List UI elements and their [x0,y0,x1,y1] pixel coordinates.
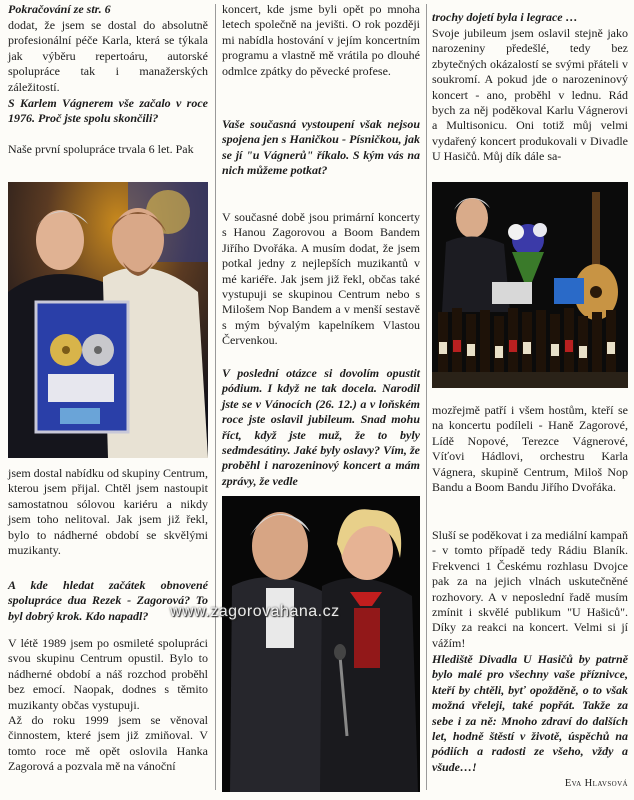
paragraph: Svoje jubileum jsem oslavil stejně jako narozeniny předešlé, tedy bez zbytečných okázalostí se svými přáteli v soukromí. A pokud jde o narozeninový koncert - ano, proběhl v lednu. Rád bych za něj poděkoval Karlu Vágnerovi a Multisonicu. Oni totiž můj velmi vydařený koncert produkovali v Divadle U Hasičů. Můj dík dále sa- [432,26,628,164]
paragraph: jsem dostal nabídku od skupiny Centrum, kterou jsem přijal. Chtěl jsem nastoupit samostatnou sólovou kariéru a nikdy jsem toho nelitoval. Jak jsem již řekl, bylo to nádherné období se skvělými muzikanty. [8,466,208,558]
paragraph: Naše první spolupráce trvala 6 let. Pak [8,142,194,156]
paragraph: mozřejmě patří i všem hostům, kteří se na koncertu podíleli - Haně Zagorové, Lídě Nopové, Terezce Vágnerové, Víťovi Hádlovi, orchestru Karla Vágnera, skupině Centrum, Miloš Nop Bandu a Boom Bandu Jiřího Dvořáka. [432,403,628,495]
continued-label: Pokračování ze str. 6 [8,2,111,16]
photo-duo-on-stage [222,496,420,792]
photo-birthday-gifts [432,182,628,388]
interview-question: A kde hledat začátek obnovené spolupráce dua Rezek - Zagorová? To byl dobrý krok. Kdo napadl? [8,578,208,623]
paragraph: dodat, že jsem se dostal do absolutně profesionální péče Karla, která se týkala jak výběru repertoáru, autorské spolupráce tak i manažerských záležitostí. [8,18,208,94]
author-signature: Eva Hlavsová [564,778,628,789]
photo-award-ceremony [8,182,208,458]
closing-wishes: Hlediště Divadla U Hasičů by patrně bylo malé pro všechny vaše příznivce, kteří by chtěli, byť opožděně, o to však možná vřeleji, také popřát. Takže za sebe i za ně: Mnoho zdraví do dalších let, hodně štěstí v životě, úspěchů na pódiích a radosti ze všeho, vždy a všude…! [432,652,628,774]
column-rule-right [426,4,427,790]
interview-question: V poslední otázce si dovolím opustit pódium. I když ne tak docela. Narodil jste se v Vánocích (26. 12.) a v loňském roce jste oslavil jubileum. Snad mohu říct, když jste muž, že to byly sedmdesátiny. Jaké byly oslavy? Vím, že proběhl i narozeninový koncert a mám zprávy, že vedle [222,366,420,488]
paragraph: koncert, kde jsme byli opět po mnoha letech společně na jevišti. O rok později mi nabídla hostování v jejím koncertním programu a vlastně mě vrátila po dlouhé odmlce zpátky do pěvecké profese. [222,2,420,78]
paragraph: V létě 1989 jsem po osmileté spolupráci svou skupinu Centrum opustil. Bylo to nádherné období a náš rozchod proběhl bez emocí. Naopak, dodnes s těmito muzikanty občas vystupuji. [8,636,208,712]
column-rule-left [215,4,216,790]
photo-birthday-gifts-image [432,182,628,388]
interview-question: trochy dojetí byla i legrace … [432,10,578,24]
interview-question: Vaše současná vystoupení však nejsou spojena jen s Haničkou - Písničkou, jak se jí "u Vágnerů" říkalo. S kým vás na nich můžeme potkat? [222,117,420,178]
photo-award-ceremony-image [8,182,208,458]
paragraph: Sluší se poděkovat i za mediální kampaň - v tomto případě tedy Rádiu Blaník. Frekvenci 1 Českému rozhlasu Dvojce pak za na jejich vlnách uskutečněné rozhovory. A v neposlední řadě musím zmínit i skvělé publikum "U Hašiců". Díky za reakci na koncert. Velmi si jí vážím! [432,528,628,650]
photo-duo-on-stage-image [222,496,420,792]
interview-question: S Karlem Vágnerem vše začalo v roce 1976. Proč jste spolu skončili? [8,96,208,126]
paragraph: Až do roku 1999 jsem se věnoval činnostem, které jsem již zmiňoval. V tomto roce mě opět oslovila Hanka Zagorová a pozvala mě na vánoční [8,713,208,774]
watermark: www.zagorovahana.cz [170,603,340,620]
paragraph: V současné době jsou primární koncerty s Hanou Zagorovou a Boom Bandem Jiřího Dvořáka. A musím dodat, že jsem potkal jedny z nejlepších muzikantů v mé kariéře. Jak jsem již řekl, občas také vystupuji se skupinou Centrum nebo s Milošem Nop Bandem a v menší sestavě s mým bývalým kapelníkem Vlastou Červenkou. [222,210,420,348]
